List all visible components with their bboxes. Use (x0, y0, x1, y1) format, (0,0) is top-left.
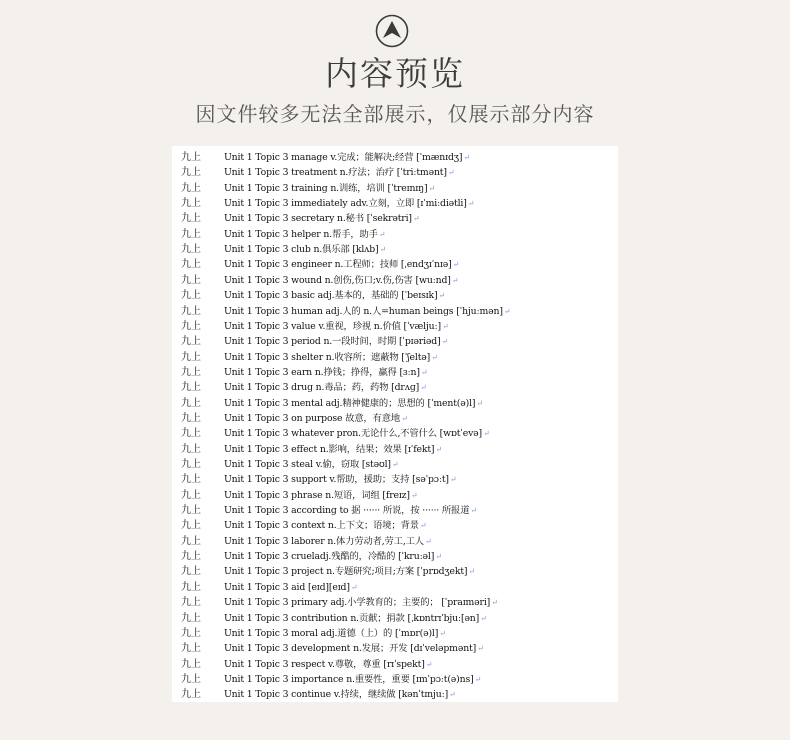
grade-label: 九上 (181, 658, 201, 670)
vocab-row (172, 181, 618, 196)
paragraph-mark-icon: ↵ (431, 352, 438, 362)
vocab-row (172, 641, 618, 656)
vocab-entry-text: Unit 1 Topic 3 project n.专题研究;项目;方案 [ˈprɒdʒekt] (224, 566, 468, 578)
vocab-entry (224, 165, 454, 180)
vocab-entry-text: Unit 1 Topic 3 phrase n.短语，词组 [freɪz] (224, 489, 410, 501)
vocab-row (172, 304, 618, 319)
paragraph-mark-icon: ↵ (483, 429, 490, 439)
grade-label: 九上 (181, 320, 201, 332)
vocab-row (172, 580, 618, 595)
vocab-row (172, 150, 618, 165)
vocab-entry-text: Unit 1 Topic 3 development n.发展；开发 [dɪˈveləpmənt] (224, 643, 477, 655)
grade-label: 九上 (181, 336, 201, 348)
paragraph-mark-icon: ↵ (452, 260, 460, 270)
grade-label: 九上 (181, 167, 201, 179)
vocab-entry-text: Unit 1 Topic 3 wound n.创伤,伤口;v.伤,伤害 [wuːnd] (224, 274, 451, 286)
vocab-entry (224, 242, 386, 257)
page-title: 内容预览 (325, 54, 465, 93)
vocab-entry-text: Unit 1 Topic 3 engineer n.工程师；技师 [ˌendʒɪˈnɪə] (224, 259, 452, 271)
vocab-row (172, 518, 618, 533)
vocab-row (172, 657, 618, 672)
grade-label: 九上 (181, 627, 201, 639)
vocab-entry (224, 380, 427, 395)
grade-label: 九上 (181, 673, 201, 685)
grade-label: 九上 (181, 566, 201, 578)
paragraph-mark-icon: ↵ (476, 398, 483, 408)
vocab-entry-text: Unit 1 Topic 3 laborer n.体力劳动者,劳工,工人 (224, 535, 424, 547)
vocab-entry (224, 319, 449, 334)
grade-label: 九上 (181, 551, 201, 563)
paragraph-mark-icon: ↵ (438, 291, 446, 301)
vocab-entry-text: Unit 1 Topic 3 club n.俱乐部 [klʌb] (224, 244, 379, 256)
vocab-row (172, 442, 618, 457)
paragraph-mark-icon: ↵ (378, 229, 386, 239)
grade-label: 九上 (181, 382, 201, 394)
vocab-entry (224, 411, 408, 426)
grade-label: 九上 (181, 520, 201, 532)
vocab-entry-text: Unit 1 Topic 3 helper n.帮手，助手 (224, 228, 378, 240)
grade-label: 九上 (181, 274, 201, 286)
vocab-row (172, 350, 618, 365)
vocab-entry-text: Unit 1 Topic 3 value v.重视，珍视 n.价值 [ˈvæljuː] (224, 320, 441, 332)
paragraph-mark-icon: ↵ (441, 337, 449, 347)
vocab-entry (224, 457, 398, 472)
grade-label: 九上 (181, 612, 201, 624)
vocab-row (172, 411, 618, 426)
vocab-entry-text: Unit 1 Topic 3 treatment n.疗法；治疗 [ˈtriːtmənt] (224, 167, 447, 179)
paragraph-mark-icon: ↵ (467, 199, 475, 209)
vocab-entry (224, 534, 432, 549)
grade-label: 九上 (181, 397, 201, 409)
paragraph-mark-icon: ↵ (419, 521, 427, 531)
paragraph-mark-icon: ↵ (420, 383, 427, 393)
grade-label: 九上 (181, 228, 201, 240)
vocab-entry (224, 257, 459, 272)
vocab-entry (224, 334, 448, 349)
vocab-entry (224, 227, 385, 242)
vocab-entry-text: Unit 1 Topic 3 whatever pron.无论什么,不管什么 [wɒtˈevə] (224, 428, 483, 440)
vocab-entry (224, 641, 484, 656)
vocab-entry-text: Unit 1 Topic 3 basic adj.基本的，基础的 [ˈbeɪsɪk] (224, 290, 438, 302)
paragraph-mark-icon: ↵ (451, 275, 459, 285)
vocab-entry-text: Unit 1 Topic 3 respect v.尊敬，尊重 [rɪˈspekt] (224, 658, 425, 670)
vocab-row (172, 380, 618, 395)
vocab-row (172, 503, 618, 518)
vocab-entry-text: Unit 1 Topic 3 effect n.影响，结果；效果 [ɪˈfekt] (224, 443, 435, 455)
vocab-entry (224, 288, 445, 303)
vocab-row (172, 626, 618, 641)
paragraph-mark-icon: ↵ (503, 306, 511, 316)
vocab-entry (224, 488, 417, 503)
paragraph-mark-icon: ↵ (470, 506, 477, 516)
vocab-row (172, 319, 618, 334)
vocab-entry (224, 273, 458, 288)
vocab-entry (224, 672, 481, 687)
vocab-entry (224, 350, 438, 365)
vocab-entry-text: Unit 1 Topic 3 steal v.偷，窃取 [stəʊl] (224, 459, 391, 470)
vocab-entry (224, 211, 419, 226)
vocab-entry-text: Unit 1 Topic 3 period n.一段时间，时期 [ˈpɪəriəd] (224, 336, 441, 348)
vocab-row (172, 242, 618, 257)
vocab-entry (224, 365, 427, 380)
vocab-entry (224, 304, 510, 319)
vocab-entry (224, 396, 483, 411)
vocab-row (172, 534, 618, 549)
paragraph-mark-icon: ↵ (447, 168, 455, 178)
vocab-entry (224, 595, 498, 610)
vocab-row (172, 564, 618, 579)
grade-label: 九上 (181, 597, 201, 609)
vocab-entry-text: Unit 1 Topic 3 aid [eɪd][eɪd] (224, 581, 350, 593)
vocab-entry-text: Unit 1 Topic 3 mental adj.精神健康的；思想的 [ˈment(ə)l] (224, 397, 476, 409)
vocab-row (172, 273, 618, 288)
grade-label: 九上 (181, 244, 201, 256)
vocab-entry (224, 564, 475, 579)
document-preview (172, 146, 618, 702)
paragraph-mark-icon: ↵ (468, 567, 475, 577)
vocab-entry (224, 518, 426, 533)
vocab-entry (224, 472, 456, 487)
grade-label: 九上 (181, 428, 201, 440)
page-subtitle: 因文件较多无法全部展示，仅展示部分内容 (195, 102, 595, 126)
paragraph-mark-icon: ↵ (449, 475, 457, 485)
grade-label: 九上 (181, 182, 201, 194)
paragraph-mark-icon: ↵ (477, 644, 484, 654)
vocab-row (172, 396, 618, 411)
grade-label: 九上 (181, 198, 201, 210)
grade-label: 九上 (181, 152, 201, 163)
vocab-entry-text: Unit 1 Topic 3 continue v.持续，继续做 [kənˈtɪnjuː] (224, 689, 449, 701)
vocab-row (172, 472, 618, 487)
vocab-entry-text: Unit 1 Topic 3 support v.帮助，援助；支持 [səˈpɔːt] (224, 474, 449, 486)
vocab-entry-text: Unit 1 Topic 3 contribution n.贡献；捐款 [ˌkɒntrɪˈbjuː[ən] (224, 612, 480, 624)
paragraph-mark-icon: ↵ (401, 413, 408, 423)
vocab-row (172, 211, 618, 226)
vocab-entry-text: Unit 1 Topic 3 human adj.人的 n.人=human beings [ˈhjuːmən] (224, 305, 503, 317)
vocab-row (172, 687, 618, 702)
vocab-row (172, 457, 618, 472)
paragraph-mark-icon: ↵ (410, 490, 418, 500)
grade-label: 九上 (181, 412, 201, 424)
vocab-entry (224, 687, 456, 702)
vocab-entry-text: Unit 1 Topic 3 moral adj.道德（上）的 [ˈmɒr(ə)l] (224, 627, 439, 639)
paragraph-mark-icon: ↵ (435, 552, 442, 562)
paragraph-mark-icon: ↵ (424, 536, 432, 546)
grade-label: 九上 (181, 474, 201, 486)
vocab-entry (224, 657, 432, 672)
vocab-entry-text: Unit 1 Topic 3 importance n.重要性，重要 [ɪmˈpɔːt(ə)ns] (224, 673, 474, 685)
paragraph-mark-icon: ↵ (425, 659, 433, 669)
grade-label: 九上 (181, 305, 201, 317)
vocab-entry-text: Unit 1 Topic 3 drug n.毒品；药，药物 [drʌɡ] (224, 382, 420, 394)
grade-label: 九上 (181, 505, 201, 517)
vocab-row (172, 227, 618, 242)
paragraph-mark-icon: ↵ (428, 183, 436, 193)
vocab-entry (224, 196, 474, 211)
vocab-entry (224, 611, 487, 626)
vocab-entry (224, 181, 435, 196)
vocab-entry (224, 580, 357, 595)
paragraph-mark-icon: ↵ (435, 444, 442, 454)
vocab-entry-text: Unit 1 Topic 3 immediately adv.立刻，立即 [ɪˈmiːdiətli] (224, 198, 467, 210)
vocab-entry-text: Unit 1 Topic 3 training n.训练，培训 [ˈtreɪnɪŋ] (224, 182, 428, 194)
paragraph-mark-icon: ↵ (412, 214, 420, 224)
grade-label: 九上 (181, 489, 201, 501)
paragraph-mark-icon: ↵ (449, 690, 456, 700)
paragraph-mark-icon: ↵ (480, 613, 487, 623)
vocab-row (172, 334, 618, 349)
grade-label: 九上 (181, 290, 201, 302)
grade-label: 九上 (181, 213, 201, 225)
paragraph-mark-icon: ↵ (379, 245, 387, 255)
grade-label: 九上 (181, 689, 201, 701)
grade-label: 九上 (181, 535, 201, 547)
vocab-entry-text: Unit 1 Topic 3 on purpose 故意，有意地 (224, 412, 401, 424)
grade-label: 九上 (181, 443, 201, 455)
paragraph-mark-icon: ↵ (491, 598, 498, 608)
paragraph-mark-icon: ↵ (463, 153, 470, 162)
paragraph-mark-icon: ↵ (391, 460, 399, 469)
vocab-row (172, 611, 618, 626)
vocab-entry-text: Unit 1 Topic 3 manage v.完成；能解决;经营 [ˈmænɪdʒ] (224, 152, 463, 163)
vocab-row (172, 595, 618, 610)
vocab-entry (224, 549, 442, 564)
vocab-entry-text: Unit 1 Topic 3 secretary n.秘书 [ˈsekrətri] (224, 213, 412, 225)
vocab-entry-text: Unit 1 Topic 3 primary adj.小学教育的；主要的； [ˈpraɪməri] (224, 597, 491, 609)
vocab-entry-text: Unit 1 Topic 3 crueladj.残酷的，冷酷的 [ˈkruːəl] (224, 551, 435, 563)
grade-label: 九上 (181, 581, 201, 593)
paragraph-mark-icon: ↵ (350, 582, 358, 592)
grade-label: 九上 (181, 259, 201, 271)
vocab-entry (224, 626, 446, 641)
paragraph-mark-icon: ↵ (439, 628, 446, 638)
vocab-entry (224, 442, 442, 457)
vocab-entry (224, 503, 477, 518)
grade-label: 九上 (181, 643, 201, 655)
paragraph-mark-icon: ↵ (420, 367, 428, 377)
compass-arrow-icon (375, 14, 409, 48)
vocab-row (172, 257, 618, 272)
vocab-row (172, 672, 618, 687)
vocab-row (172, 196, 618, 211)
vocab-entry (224, 426, 490, 441)
paragraph-mark-icon: ↵ (441, 321, 449, 331)
vocab-row (172, 426, 618, 441)
grade-label: 九上 (181, 351, 201, 363)
vocab-row (172, 365, 618, 380)
grade-label: 九上 (181, 366, 201, 378)
vocab-entry-text: Unit 1 Topic 3 earn n.挣钱；挣得，赢得 [ɜːn] (224, 366, 420, 378)
vocab-row (172, 165, 618, 180)
vocab-row (172, 288, 618, 303)
vocab-row (172, 488, 618, 503)
grade-label: 九上 (181, 459, 201, 470)
vocab-entry-text: Unit 1 Topic 3 according to 据 ······ 所说，按 ······ 所报道 (224, 505, 470, 517)
vocab-row (172, 549, 618, 564)
paragraph-mark-icon: ↵ (474, 674, 482, 684)
vocab-entry (224, 150, 470, 165)
vocab-entry-text: Unit 1 Topic 3 context n.上下文；语境；背景 (224, 520, 419, 532)
vocab-entry-text: Unit 1 Topic 3 shelter n.收容所；遮蔽物 [ˈʃeltə] (224, 351, 431, 363)
